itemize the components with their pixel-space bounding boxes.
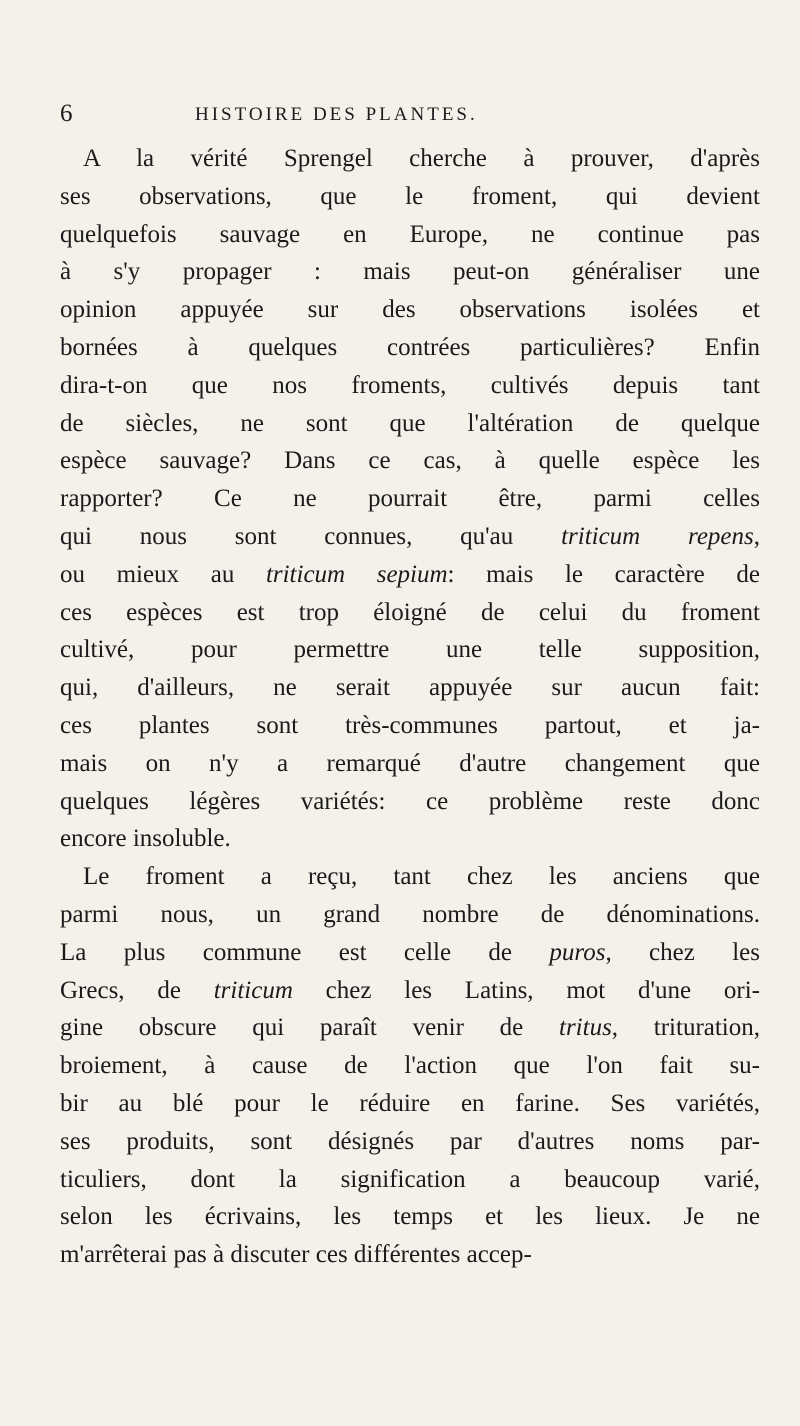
text-line: m'arrêterai pas à discuter ces différentes accep- [60,1241,532,1269]
text-line: dira-t-on que nos froments, cultivés depuis tant [60,371,760,399]
text-segment: , trituration, [611,1014,760,1042]
text-line: ses produits, sont désignés par d'autres noms par- [60,1127,760,1155]
text-line [60,518,760,556]
text-line: A la vérité Sprengel cherche à prouver, d'après [83,145,760,172]
text-line: à s'y propager : mais peut-on généraliser une [60,258,760,286]
text-line [60,934,760,972]
text-line: quelques légères variétés: ce problème reste donc [60,787,760,815]
body-text [60,140,760,1274]
text-segment: qui nous sont connues, qu'au [60,522,562,550]
page-header [60,100,750,140]
text-line: selon les écrivains, les temps et les lieux. Je ne [60,1203,760,1231]
text-line: mais on n'y a remarqué d'autre changement que [60,749,760,777]
text-line: quelquefois sauvage en Europe, ne continue pas [60,220,760,248]
italic-term: triticum repens [561,522,754,550]
text-line: ses observations, que le froment, qui devient [60,182,760,210]
page-number: 6 [60,100,73,127]
text-line [60,972,760,1010]
text-line [60,1009,760,1047]
text-line: cultivé, pour permettre une telle supposition, [60,636,760,664]
text-segment: , [753,522,760,550]
text-segment: : mais le caractère de [447,560,760,588]
text-segment: , chez les [605,938,760,966]
text-line: bir au blé pour le réduire en farine. Ses variétés, [60,1089,760,1117]
text-line: de siècles, ne sont que l'altération de quelque [60,409,760,437]
text-line: parmi nous, un grand nombre de dénominations. [60,900,760,928]
italic-term: triticum sepium [265,560,448,588]
text-line: encore insoluble. [60,825,231,853]
paragraph-1 [60,140,760,858]
text-line: ces plantes sont très-communes partout, et ja- [60,711,760,739]
running-title: HISTOIRE DES PLANTES. [195,104,478,125]
text-line [60,556,760,594]
text-segment: La plus commune est celle de [60,938,550,966]
text-line: opinion appuyée sur des observations isolées et [60,296,760,324]
text-line: qui, d'ailleurs, ne serait appuyée sur aucun fait: [60,674,760,702]
text-segment: gine obscure qui paraît venir de [60,1014,559,1042]
italic-term: tritus [559,1014,612,1042]
text-line: ces espèces est trop éloigné de celui du froment [60,598,760,626]
text-segment: ou mieux au [60,560,266,588]
text-line: broiement, à cause de l'action que l'on fait su- [60,1052,760,1080]
text-line: bornées à quelques contrées particulières? Enfin [60,333,760,361]
text-line: rapporter? Ce ne pourrait être, parmi celles [60,485,760,513]
text-line: ticuliers, dont la signification a beaucoup varié, [60,1165,760,1193]
italic-term: triticum [213,976,293,1004]
text-segment: chez les Latins, mot d'une ori- [292,976,760,1004]
text-line: Le froment a reçu, tant chez les anciens que [83,863,760,891]
italic-term: puros [549,938,606,966]
text-segment: Grecs, de [60,976,214,1004]
text-line: espèce sauvage? Dans ce cas, à quelle espèce les [60,447,760,475]
paragraph-2 [60,858,760,1274]
